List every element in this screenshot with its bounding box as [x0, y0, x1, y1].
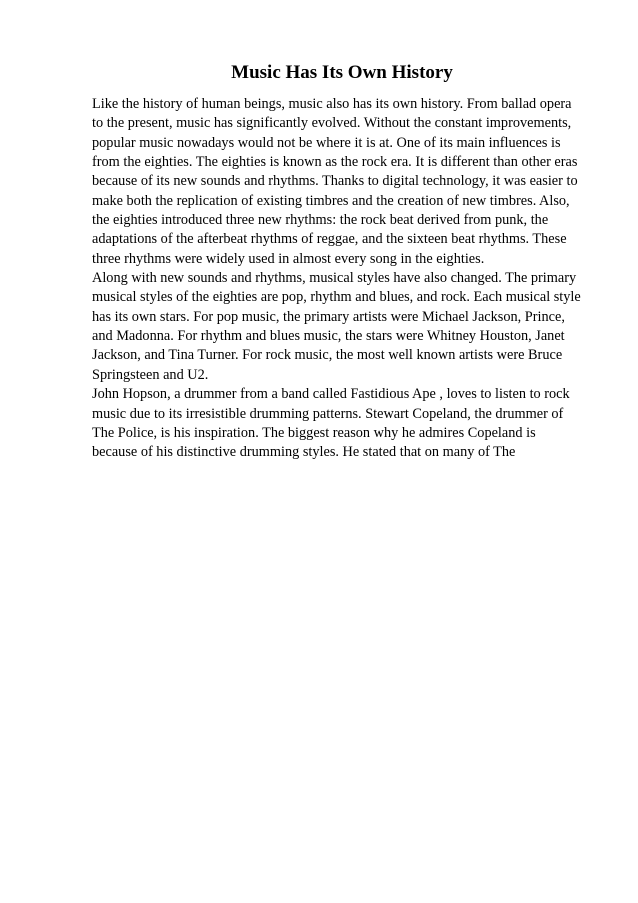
- text-line: Along with new sounds and rhythms, musical styles have also changed. The primary: [92, 270, 577, 287]
- text-line: John Hopson, a drummer from a band called Fastidious Ape , loves to listen to rock: [92, 386, 570, 403]
- text-line: Like the history of human beings, music also has its own history. From ballad opera: [92, 96, 572, 112]
- text-line: and Madonna. For rhythm and blues music, the stars were Whitney Houston, Janet: [92, 328, 565, 345]
- text-line: adaptations of the afterbeat rhythms of reggae, and the sixteen beat rhythms. These: [92, 231, 567, 248]
- text-line: to the present, music has significantly evolved. Without the constant improvements,: [92, 115, 572, 132]
- text-line: because of his distinctive drumming styles. He stated that on many of The: [92, 444, 516, 461]
- text-line: musical styles of the eighties are pop, rhythm and blues, and rock. Each musical style: [92, 289, 581, 306]
- text-line: make both the replication of existing timbres and the creation of new timbres. Also,: [92, 192, 570, 209]
- text-line: the eighties introduced three new rhythms: the rock beat derived from punk, the: [92, 212, 549, 229]
- document-title: Music Has Its Own History: [231, 62, 453, 83]
- text-line: The Police, is his inspiration. The biggest reason why he admires Copeland is: [92, 424, 536, 441]
- text-line: music due to its irresistible drumming patterns. Stewart Copeland, the drummer of: [92, 405, 564, 422]
- document-body: [92, 95, 592, 463]
- text-line: Springsteen and U2.: [92, 366, 209, 383]
- text-line: three rhythms were widely used in almost every song in the eighties.: [92, 250, 485, 267]
- text-line: from the eighties. The eighties is known as the rock era. It is different than other eras: [92, 154, 578, 171]
- text-line: Jackson, and Tina Turner. For rock music, the most well known artists were Bruce: [92, 347, 563, 364]
- text-line: because of its new sounds and rhythms. Thanks to digital technology, it was easier to: [92, 173, 578, 190]
- text-line: has its own stars. For pop music, the primary artists were Michael Jackson, Prince,: [92, 308, 565, 325]
- text-line: popular music nowadays would not be where it is at. One of its main influences is: [92, 134, 561, 151]
